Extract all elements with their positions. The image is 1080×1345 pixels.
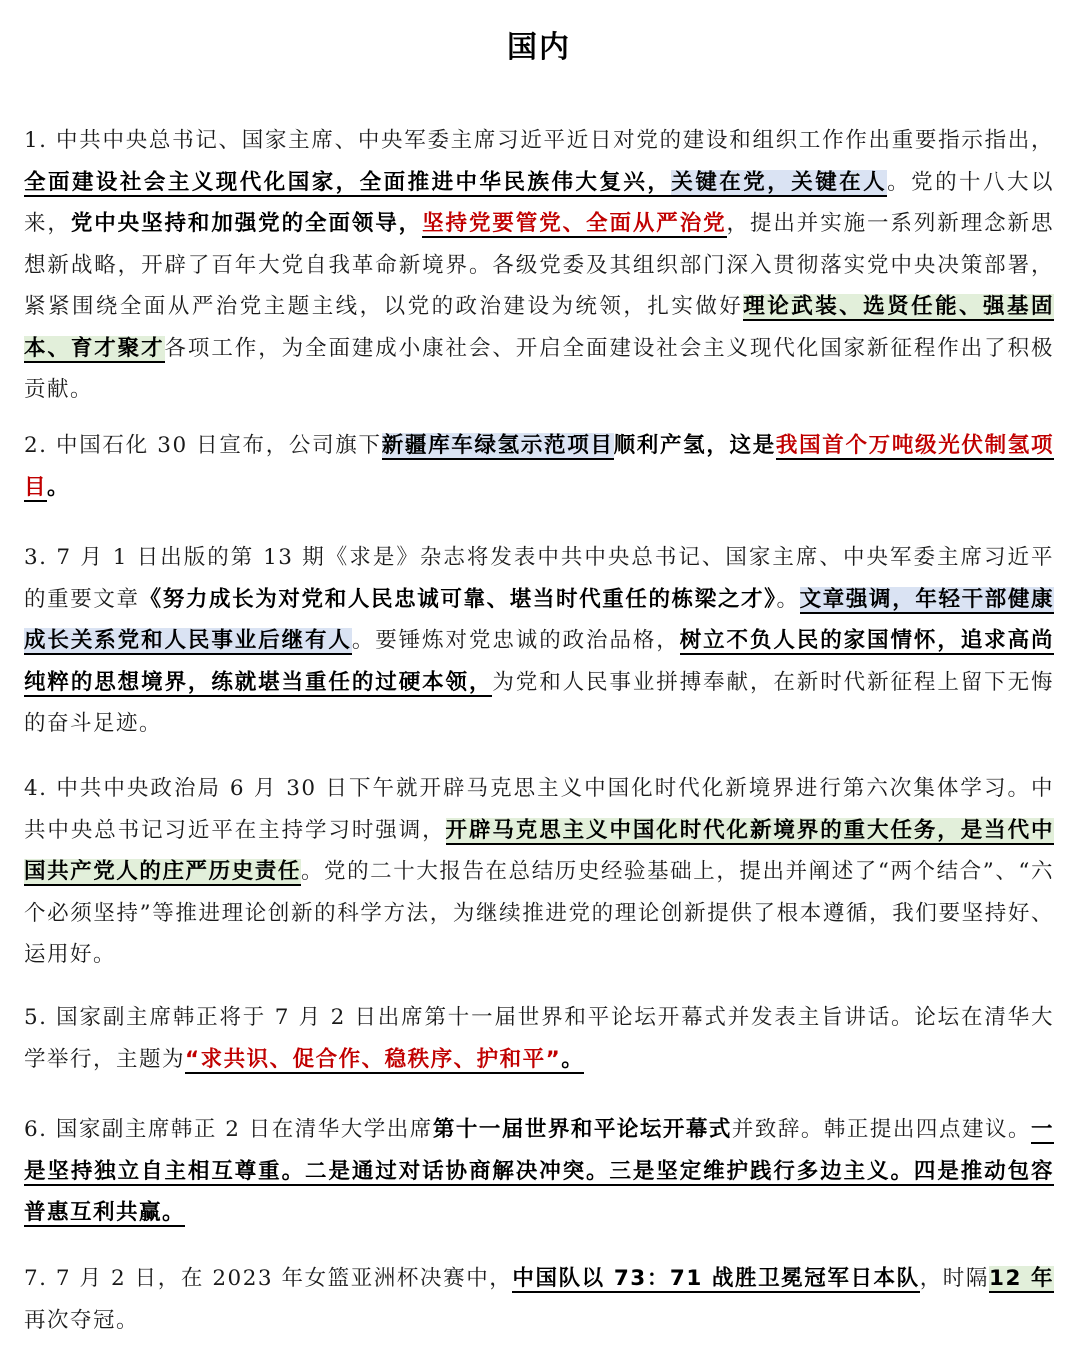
item7-underlined-phrase: 中国队以 73：71 战胜卫冕冠军日本队 [512, 1266, 920, 1291]
news-item-3 [24, 537, 1054, 745]
item4-green-highlight: 开辟马克思主义中国化时代化新境界的重大任务，是当代中国共产党人的庄严历史责任 [24, 817, 1054, 884]
item1-blue-highlight: 关键在党，关键在人 [671, 169, 888, 195]
item5-red-underlined: “求共识、促合作、稳秩序、护和平” [185, 1046, 562, 1072]
item1-text-1: 1. 中共中央总书记、国家主席、中央军委主席习近平近日对党的建设和组织工作作出重要指示指出， [24, 128, 1054, 153]
item6-text-1: 6. 国家副主席韩正 2 日在清华大学出席 [24, 1117, 433, 1142]
page-title: 国内 [507, 30, 571, 65]
item7-green-highlight: 12 年 [989, 1266, 1054, 1291]
item7-text-2: ，时隔 [919, 1266, 989, 1291]
item1-bold-phrase: 党中央坚持和加强党的全面领导， [70, 211, 423, 236]
item3-text-2: 。 [776, 586, 800, 612]
item4-text-1: 4. 中共中央政治局 6 月 30 日下午就开辟马克思主义中国化时代化新境界进行第六次集体学习。中共中央总书记习近平在主持学习时强调， [24, 776, 1054, 843]
item6-bold-phrase: 第十一届世界和平论坛开幕式 [432, 1117, 732, 1142]
item2-blue-highlight: 新疆库车绿氢示范项目 [381, 433, 614, 458]
item3-article-title: 《努力成长为对党和人民忠诚可靠、堪当时代重任的栋梁之才》 [139, 586, 777, 612]
item2-text-2: 。 [47, 474, 71, 500]
item1-text-4: 各项工作，为全面建成小康社会、开启全面建设社会主义现代化国家新征程作出了积极贡献。 [24, 335, 1054, 402]
item2-red-underlined: 我国首个万吨级光伏制氢项目 [24, 433, 1054, 500]
news-item-5 [24, 997, 1054, 1080]
item3-text-3: 。要锤炼对党忠诚的政治品格， [351, 628, 680, 653]
item1-red-underlined: 坚持党要管党、全面从严治党 [422, 211, 727, 236]
news-item-4 [24, 768, 1054, 976]
item1-green-highlight: 理论武装、选贤任能、强基固本、育才聚才 [24, 294, 1054, 361]
item3-underlined-phrase: 树立不负人民的家国情怀，追求高尚纯粹的思想境界，练就堪当重任的过硬本领， [24, 628, 1054, 695]
item7-text-1: 7. 7 月 2 日，在 2023 年女篮亚洲杯决赛中， [24, 1266, 513, 1291]
news-item-2 [24, 425, 1054, 508]
item1-underlined-phrase: 全面建设社会主义现代化国家，全面推进中华民族伟大复兴， [24, 169, 672, 195]
item5-text-2: 。 [561, 1046, 585, 1072]
item7-text-3: 再次夺冠。 [24, 1307, 140, 1333]
item1-text-3: ，提出并实施一系列新理念新思想新战略，开辟了百年大党自我革命新境界。各级党委及其组织部门深入贯彻落实党中央决策部署，紧紧围绕全面从严治党主题主线，以党的政治建设为统领，扎实做好 [24, 211, 1054, 319]
item2-bold-phrase: 顺利产氢，这是 [613, 433, 776, 458]
item6-underlined-phrase: 一是坚持独立自主相互尊重。二是通过对话协商解决冲突。三是坚定维护践行多边主义。四是推动包容普惠互利共赢。 [24, 1117, 1054, 1225]
item3-blue-highlight: 文章强调，年轻干部健康成长关系党和人民事业后继有人 [24, 586, 1054, 653]
item6-text-2: 并致辞。韩正提出四点建议。 [731, 1117, 1031, 1142]
item2-text-1: 2. 中国石化 30 日宣布，公司旗下 [24, 433, 382, 458]
item4-text-2: 。党的二十大报告在总结历史经验基础上，提出并阐述了“两个结合”、“六个必须坚持”等推进理论创新的科学方法，为继续推进党的理论创新提供了根本遵循，我们要坚持好、运用好。 [24, 859, 1054, 967]
news-item-1 [24, 120, 1054, 411]
item1-text-2: 。党的十八大以来， [24, 169, 1054, 236]
item3-text-1: 3. 7 月 1 日出版的第 13 期《求是》杂志将发表中共中央总书记、国家主席、中央军委主席习近平的重要文章 [24, 545, 1054, 612]
news-item-6 [24, 1109, 1054, 1234]
item3-text-4: 为党和人民事业拼搏奉献，在新时代新征程上留下无悔的奋斗足迹。 [24, 669, 1054, 736]
item5-text-1: 5. 国家副主席韩正将于 7 月 2 日出席第十一届世界和平论坛开幕式并发表主旨讲话。论坛在清华大学举行，主题为 [24, 1005, 1054, 1072]
news-item-7 [24, 1258, 1054, 1341]
